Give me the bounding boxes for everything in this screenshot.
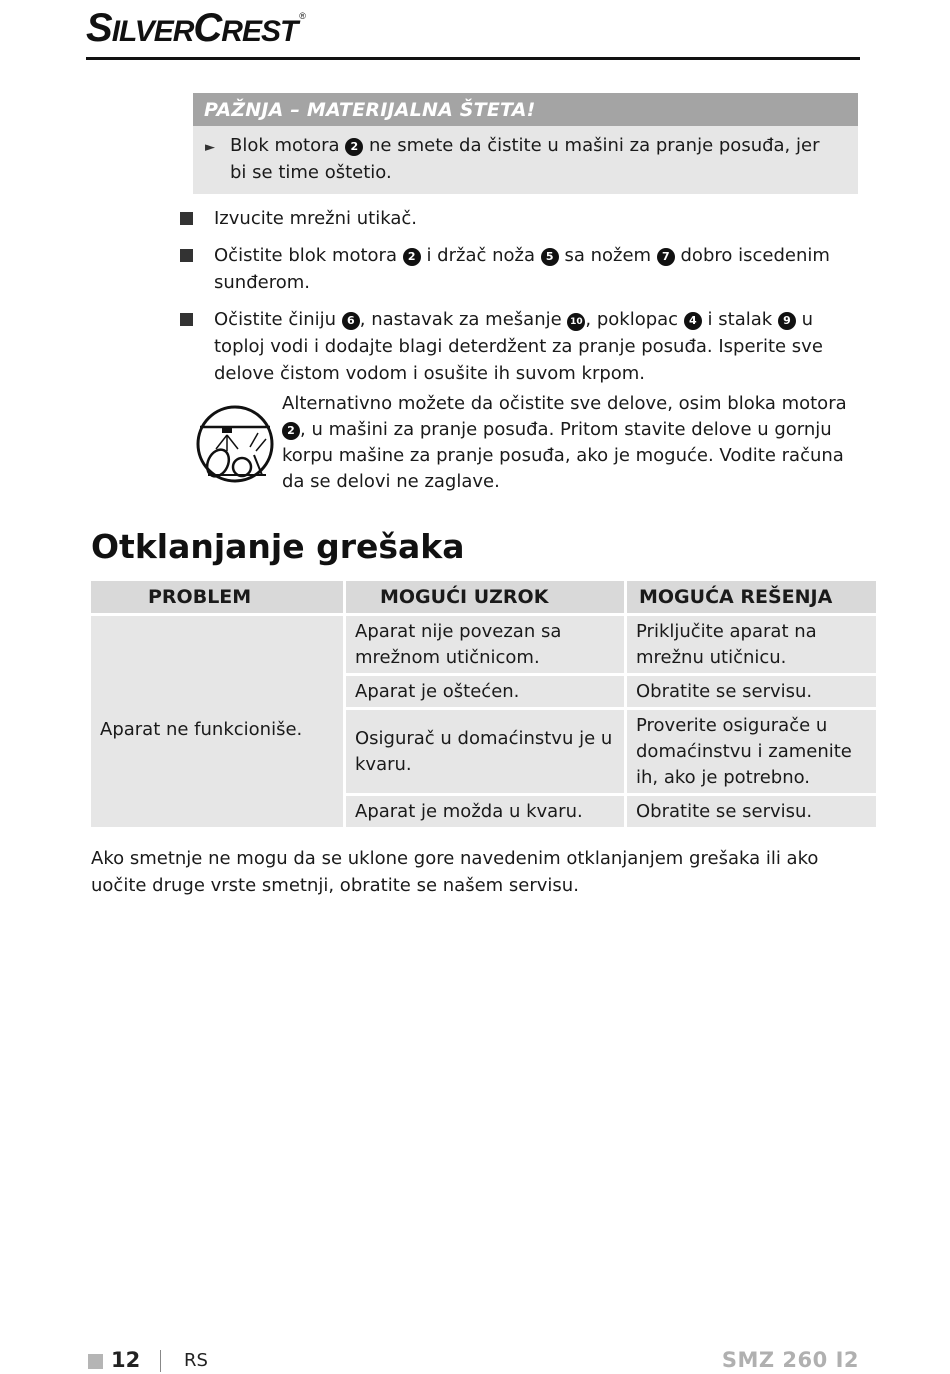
number-badge: 2 xyxy=(403,248,421,266)
list-item: Izvucite mrežni utikač. xyxy=(180,205,860,232)
column-header: MOGUĆI UZROK xyxy=(346,581,624,613)
square-bullet-icon xyxy=(180,313,193,326)
number-badge: 5 xyxy=(541,248,559,266)
column-header: MOGUĆA REŠENJA xyxy=(627,581,876,613)
language-code: RS xyxy=(184,1350,208,1371)
cause-cell: Aparat je možda u kvaru. xyxy=(346,796,624,827)
warning-title: PAŽNJA – MATERIJALNA ŠTETA! xyxy=(193,93,858,126)
solution-cell: Obratite se servisu. xyxy=(627,676,876,707)
page-number: 12 xyxy=(111,1348,141,1372)
warning-box xyxy=(193,93,858,194)
square-bullet-icon xyxy=(180,212,193,225)
list-item: Očistite činiju 6 , nastavak za mešanje 10 , poklopac 4 i stalak 9 u toploj vodi i dodajte blagi deterdžent za pranje posuđa. Isperite sve delove čistom vodom i osušite ih suvom krpom. xyxy=(180,306,860,387)
model-number: SMZ 260 I2 xyxy=(721,1348,859,1372)
square-bullet-icon xyxy=(180,249,193,262)
page-marker-icon xyxy=(88,1354,103,1369)
footnote-text: Ako smetnje ne mogu da se uklone gore navedenim otklanjanjem grešaka ili ako uočite druge vrste smetnji, obratite se našem servisu. xyxy=(91,848,819,896)
number-badge: 6 xyxy=(342,312,360,330)
header-rule xyxy=(86,57,860,60)
cause-cell: Aparat je oštećen. xyxy=(346,676,624,707)
troubleshooting-table xyxy=(88,578,879,830)
cleaning-steps xyxy=(180,205,860,397)
dishwasher-icon xyxy=(196,405,274,483)
column-header: PROBLEM xyxy=(91,581,343,613)
problem-cell: Aparat ne funkcioniše. xyxy=(91,616,343,827)
number-badge: 4 xyxy=(684,312,702,330)
cause-cell: Osigurač u domaćinstvu je u kvaru. xyxy=(346,710,624,793)
list-item: Očistite blok motora 2 i držač noža 5 sa nožem 7 dobro iscedenim sunđerom. xyxy=(180,242,860,296)
table-header-row xyxy=(91,581,876,613)
section-title: Otklanjanje grešaka xyxy=(91,527,465,566)
number-badge: 2 xyxy=(345,138,363,156)
solution-cell: Proverite osigurače u domaćinstvu i zamenite ih, ako je potrebno. xyxy=(627,710,876,793)
triangle-bullet-icon: ► xyxy=(205,140,215,155)
number-badge: 7 xyxy=(657,248,675,266)
number-badge: 10 xyxy=(567,313,585,331)
solution-cell: Priključite aparat na mrežnu utičnicu. xyxy=(627,616,876,673)
solution-cell: Obratite se servisu. xyxy=(627,796,876,827)
table-row xyxy=(91,616,876,673)
warning-text: ► Blok motora 2 ne smete da čistite u mašini za pranje posuđa, jer bi se time oštetio. xyxy=(205,135,820,183)
brand-logo: SILVERCREST ® xyxy=(86,6,305,50)
cause-cell: Aparat nije povezan sa mrežnom utičnicom. xyxy=(346,616,624,673)
number-badge: 9 xyxy=(778,312,796,330)
number-badge: 2 xyxy=(282,422,300,440)
dishwasher-note: Alternativno možete da očistite sve delove, osim bloka motora 2 , u mašini za pranje posuđa. Pritom stavite delove u gornju korpu mašine za pranje posuđa, ako je moguće. Vodite računa da se delovi ne zaglave. xyxy=(282,393,847,492)
footer-divider xyxy=(160,1350,161,1372)
